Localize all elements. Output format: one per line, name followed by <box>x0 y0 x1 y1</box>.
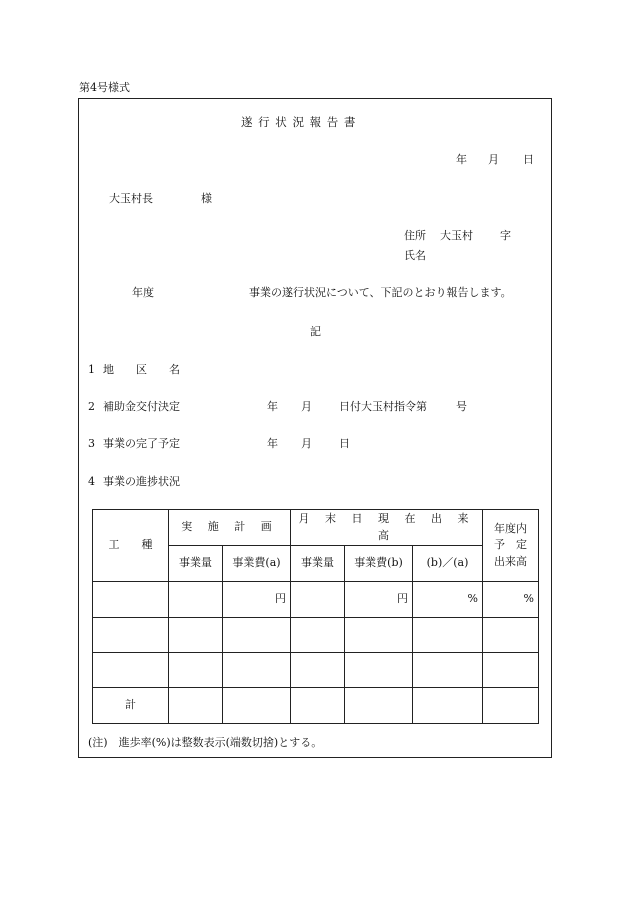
header-yearly-line-1: 年度内 <box>494 521 527 535</box>
item-3-month: 月 <box>301 437 312 450</box>
cell-empty <box>291 653 345 688</box>
cell-empty <box>483 618 539 653</box>
subheader-qty-actual: 事業量 <box>291 546 345 582</box>
item-2-year: 年 <box>267 400 278 413</box>
subheader-ratio: (b)／(a) <box>413 546 483 582</box>
header-yearly <box>483 510 539 582</box>
header-yearly-line-3: 出来高 <box>494 554 527 568</box>
item-2-number-suffix: 号 <box>456 400 467 413</box>
item-2-number: 2 <box>88 400 95 413</box>
cell-empty <box>291 688 345 724</box>
document-title: 遂 行 状 況 報 告 書 <box>241 115 357 129</box>
table-row <box>93 653 539 688</box>
cell-empty <box>413 618 483 653</box>
name-label: 氏名 <box>404 249 426 262</box>
table-row <box>93 582 539 618</box>
cell-cost-plan-unit: 円 <box>223 582 291 618</box>
date-year-label: 年 <box>456 153 467 166</box>
date-day-label: 日 <box>523 153 534 166</box>
header-actual: 月 末 日 現 在 出 来 高 <box>291 510 483 546</box>
footnote: (注) 進歩率(%)は整数表示(端数切捨)とする。 <box>88 736 323 749</box>
cell-empty <box>169 688 223 724</box>
cell-empty <box>345 618 413 653</box>
cell-empty <box>93 618 169 653</box>
item-2-reference: 日付大玉村指令第 <box>339 400 427 413</box>
item-3-label: 事業の完了予定 <box>103 437 180 450</box>
intro-text: 事業の遂行状況について、下記のとおり報告します。 <box>249 286 512 299</box>
cell-empty <box>483 653 539 688</box>
cell-empty <box>483 688 539 724</box>
item-4-label: 事業の進捗状況 <box>103 475 180 488</box>
item-3-number: 3 <box>88 437 95 450</box>
address-label: 住所 <box>404 229 426 242</box>
item-4-number: 4 <box>88 475 95 488</box>
addressee-honorific: 様 <box>201 192 212 205</box>
item-1-number: 1 <box>88 363 95 376</box>
address-aza: 字 <box>500 229 511 242</box>
cell-cost-actual-unit: 円 <box>345 582 413 618</box>
cell-empty <box>413 688 483 724</box>
cell-empty <box>345 688 413 724</box>
cell-empty <box>223 653 291 688</box>
total-row <box>93 688 539 724</box>
subheader-cost-plan: 事業費(a) <box>223 546 291 582</box>
cell-empty <box>169 618 223 653</box>
cell-empty <box>223 688 291 724</box>
addressee-name: 大玉村長 <box>109 192 153 205</box>
cell-qty-plan <box>169 582 223 618</box>
cell-yearly-unit: % <box>483 582 539 618</box>
item-2-month: 月 <box>301 400 312 413</box>
item-3-year: 年 <box>267 437 278 450</box>
subheader-qty-plan: 事業量 <box>169 546 223 582</box>
cell-ratio-unit: % <box>413 582 483 618</box>
form-number: 第4号様式 <box>79 81 130 94</box>
header-kind: 工 種 <box>93 510 169 582</box>
item-2-label: 補助金交付決定 <box>103 400 180 413</box>
cell-kind <box>93 582 169 618</box>
total-label: 計 <box>93 688 169 724</box>
item-3-day: 日 <box>339 437 350 450</box>
cell-empty <box>291 618 345 653</box>
date-month-label: 月 <box>488 153 499 166</box>
ki-heading: 記 <box>310 325 321 338</box>
cell-qty-actual <box>291 582 345 618</box>
table-row <box>93 618 539 653</box>
address-village: 大玉村 <box>440 229 473 242</box>
item-1-label: 地 区 名 <box>103 363 180 376</box>
intro-year-label: 年度 <box>132 286 154 299</box>
subheader-cost-actual: 事業費(b) <box>345 546 413 582</box>
cell-empty <box>169 653 223 688</box>
header-plan: 実 施 計 画 <box>169 510 291 546</box>
cell-empty <box>93 653 169 688</box>
cell-empty <box>345 653 413 688</box>
cell-empty <box>413 653 483 688</box>
progress-table <box>92 509 539 724</box>
cell-empty <box>223 618 291 653</box>
header-yearly-line-2: 予 定 <box>494 538 527 552</box>
